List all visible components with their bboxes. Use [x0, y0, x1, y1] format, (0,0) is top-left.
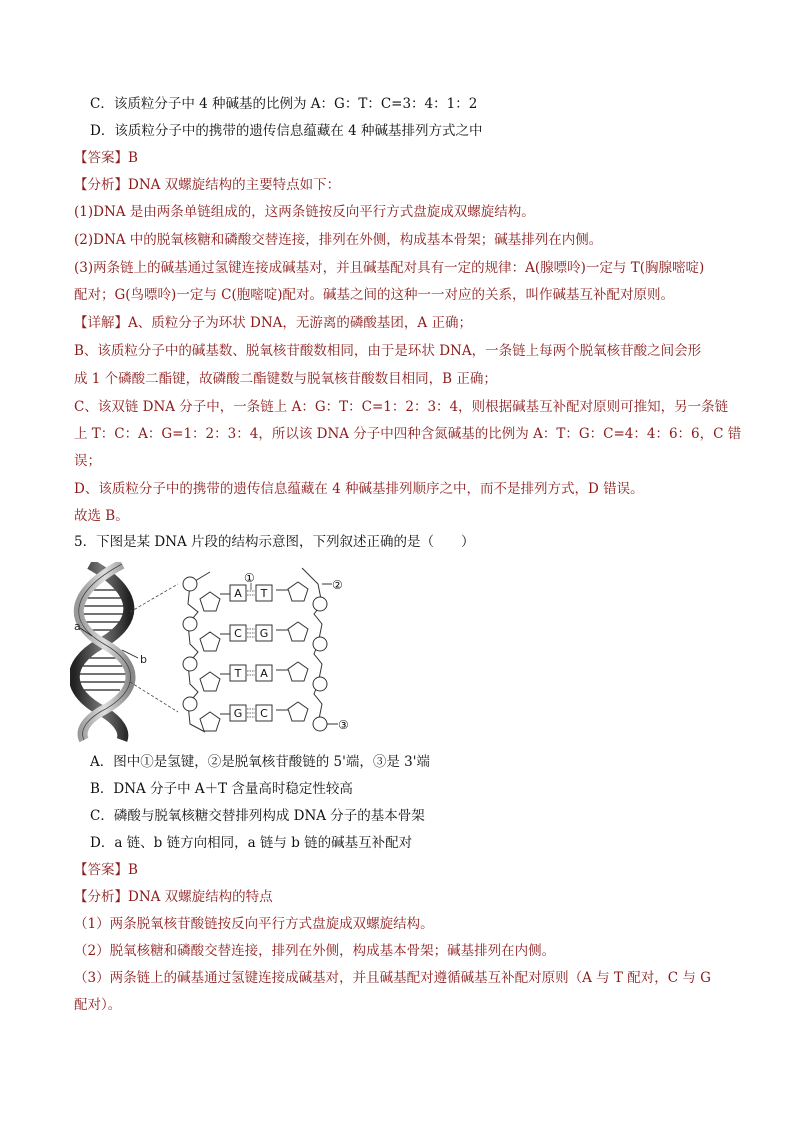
base-2-right: G: [259, 627, 269, 640]
base-2-left: C: [234, 627, 242, 640]
detail-tag: 【详解】: [74, 315, 128, 331]
answer-tag: 【答案】: [74, 150, 128, 166]
base-3-left: T: [234, 667, 242, 680]
q4-analysis-head: [74, 175, 724, 195]
q4-analysis-2: (2)DNA 中的脱氧核糖和磷酸交替连接，排列在外侧，构成基本骨架；碱基排列在内侧。: [74, 232, 603, 248]
q4-analysis-3a: (3)两条链上的碱基通过氢键连接成碱基对，并且碱基配对具有一定的规律：A(腺嘌呤)一定与 T(胸腺嘧啶): [74, 260, 705, 276]
base-1-right: T: [260, 587, 268, 600]
label-b: b: [140, 653, 147, 666]
analysis-tag: 【分析】: [74, 889, 128, 905]
dna-structure-figure: [70, 562, 370, 742]
base-3-right: A: [260, 667, 268, 680]
base-4-right: C: [260, 707, 268, 720]
label-3: ③: [338, 718, 349, 732]
label-a: a: [74, 620, 81, 633]
q5-point-3a: （3）两条链上的碱基通过氢键连接成碱基对，并且碱基配对遵循碱基互补配对原则（A 与 T 配对，C 与 G: [74, 970, 711, 986]
analysis-text: DNA 双螺旋结构的特点: [128, 889, 273, 905]
q5-option-d: D．a 链、b 链方向相同，a 链与 b 链的碱基互补配对: [90, 835, 413, 851]
q5-point-2: （2）脱氧核糖和磷酸交替连接，排列在外侧，构成基本骨架；碱基排列在内侧。: [74, 943, 556, 959]
q4-option-c: C．该质粒分子中 4 种碱基的比例为 A：G：T：C=3：4：1：2: [90, 96, 478, 112]
q4-detail-b1: B、该质粒分子中的碱基数、脱氧核苷酸数相同，由于是环状 DNA，一条链上每两个脱氧核苷酸之间会形: [74, 343, 702, 359]
q5-point-3b: 配对）。: [74, 997, 122, 1013]
answer-value: B: [128, 862, 138, 878]
q4-detail-c3: 误；: [74, 453, 101, 469]
q4-analysis-1: (1)DNA 是由两条单链组成的，这两条链按反向平行方式盘旋成双螺旋结构。: [74, 204, 535, 220]
label-1: ①: [244, 571, 255, 585]
answer-value: B: [128, 150, 138, 166]
q5-point-1: （1）两条脱氧核苷酸链按反向平行方式盘旋成双螺旋结构。: [74, 916, 434, 932]
q5-stem: 5．下图是某 DNA 片段的结构示意图，下列叙述正确的是（ ）: [74, 534, 475, 550]
analysis-tag: 【分析】: [74, 177, 128, 193]
q4-detail-c1: C、该双链 DNA 分子中，一条链上 A：G：T：C=1：2：3：4，则根据碱基互补配对原则可推知，另一条链: [74, 399, 729, 415]
q5-option-c: C．磷酸与脱氧核糖交替排列构成 DNA 分子的基本骨架: [90, 808, 425, 824]
q4-conclusion: 故选 B。: [74, 508, 129, 524]
q4-answer: [74, 148, 724, 168]
q5-option-a: A．图中①是氢键，②是脱氧核苷酸链的 5'端，③是 3'端: [90, 754, 430, 770]
q4-option-d: D．该质粒分子中的携带的遗传信息蕴藏在 4 种碱基排列方式之中: [90, 123, 483, 139]
q4-detail-d: D、该质粒分子中的携带的遗传信息蕴藏在 4 种碱基排列顺序之中，而不是排列方式，D 错误。: [74, 481, 644, 497]
base-4-left: G: [233, 707, 243, 720]
q4-analysis-3b: 配对；G(鸟嘌呤)一定与 C(胞嘧啶)配对。碱基之间的这种一一对应的关系，叫作碱基互补配对原则。: [74, 287, 674, 303]
answer-tag: 【答案】: [74, 862, 128, 878]
q4-detail-c2: 上 T：C：A：G=1：2：3：4，所以该 DNA 分子中四种含氮碱基的比例为 A：T：G：C=4：4：6：6，C 错: [74, 426, 742, 442]
q4-detail-b2: 成 1 个磷酸二酯键，故磷酸二酯键数与脱氧核苷酸数目相同，B 正确；: [74, 371, 497, 387]
q5-analysis-head: [74, 887, 724, 907]
base-1-left: A: [234, 587, 242, 600]
detail-a-text: A、质粒分子为环状 DNA，无游离的磷酸基团，A 正确；: [128, 315, 472, 331]
analysis-text: DNA 双螺旋结构的主要特点如下：: [128, 177, 341, 193]
q4-detail-a: [74, 313, 724, 333]
q5-option-b: B．DNA 分子中 A＋T 含量高时稳定性较高: [90, 781, 353, 797]
q5-answer: [74, 860, 724, 880]
label-2: ②: [332, 578, 343, 592]
